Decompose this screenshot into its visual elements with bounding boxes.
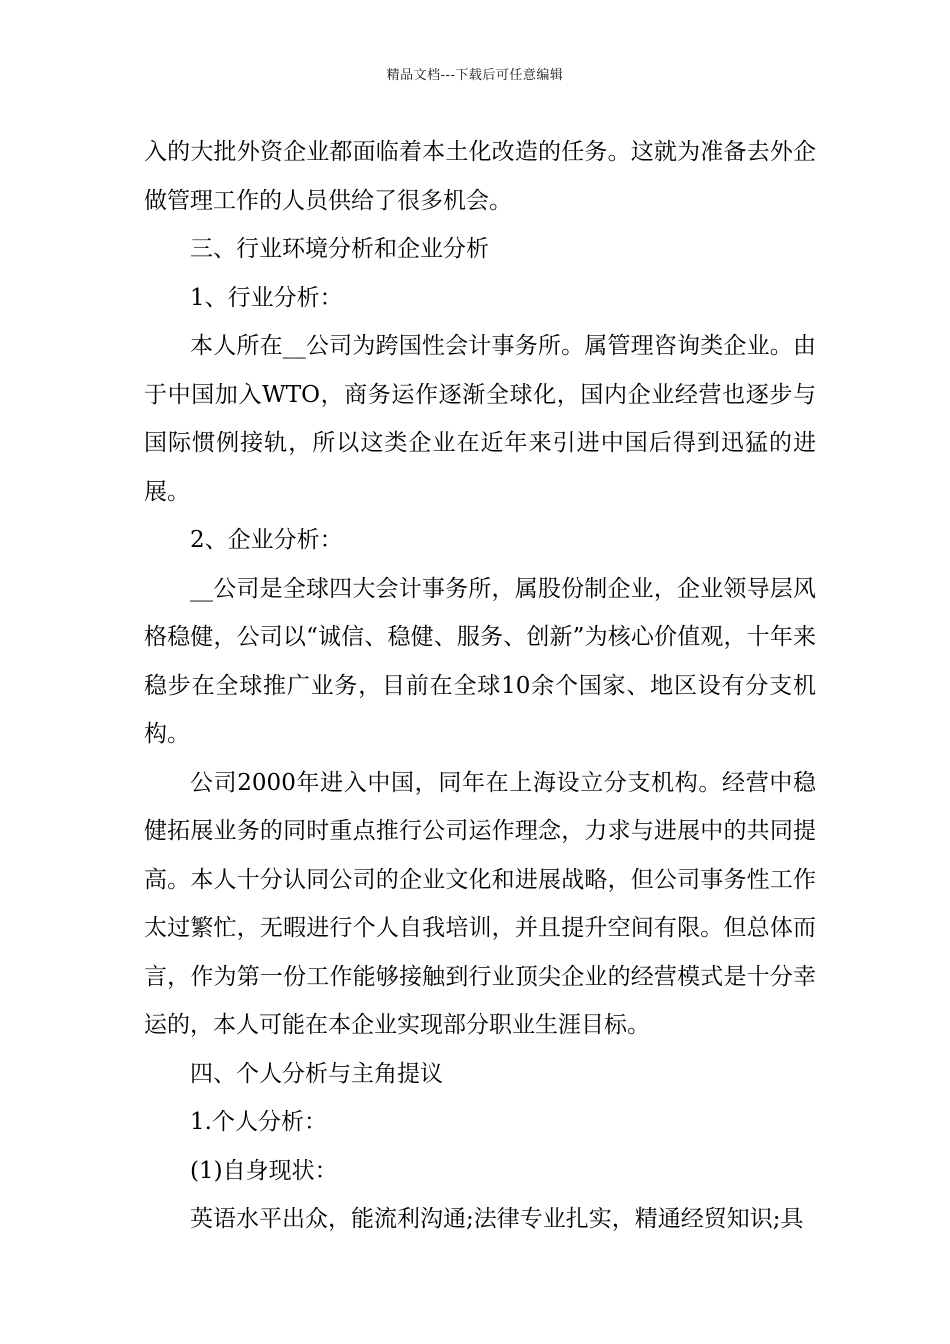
section-heading-4: 四、个人分析与主角提议 [190,1060,443,1087]
subheading-personal-analysis: 1.个人分析： [190,1109,327,1135]
section-heading-3: 三、行业环境分析和企业分析 [190,236,489,262]
paragraph-company-profile: __公司是全球四大会计事务所，属股份制企业，企业领导层风格稳健，公司以“诚信、稳健、服务、创新”为核心价值观，十年来稳步在全球推广业务，目前在全球10余个国家、地区设有分支机构。 [144,575,816,747]
subheading-company-analysis: 2、企业分析： [190,527,343,553]
paragraph-company-china: 公司2000年进入中国，同年在上海设立分支机构。经营中稳健拓展业务的同时重点推行公司运作理念，力求与进展中的共同提高。本人十分认同公司的企业文化和进展战略，但公司事务性工作太过繁忙，无暇进行个人自我培训，并且提升空间有限。但总体而言，作为第一份工作能够接触到行业顶尖企业的经营模式是十分幸运的，本人可能在本企业实现部分职业生涯目标。 [144,769,816,1038]
paragraph-continuation: 入的大批外资企业都面临着本土化改造的任务。这就为准备去外企做管理工作的人员供给了很多机会。 [144,139,816,214]
document-body [144,128,816,1244]
paragraph-industry-analysis: 本人所在__公司为跨国性会计事务所。属管理咨询类企业。由于中国加入WTO，商务运作逐渐全球化，国内企业经营也逐步与国际惯例接轨，所以这类企业在近年来引进中国后得到迅猛的进展。 [144,333,816,505]
page-header: 精品文档---下载后可任意编辑 [386,68,564,83]
subheading-industry-analysis: 1、行业分析： [190,284,343,311]
paragraph-current-status: 英语水平出众，能流利沟通;法律专业扎实，精通经贸知识;具 [190,1206,804,1232]
subheading-current-status: (1)自身现状： [190,1157,338,1184]
